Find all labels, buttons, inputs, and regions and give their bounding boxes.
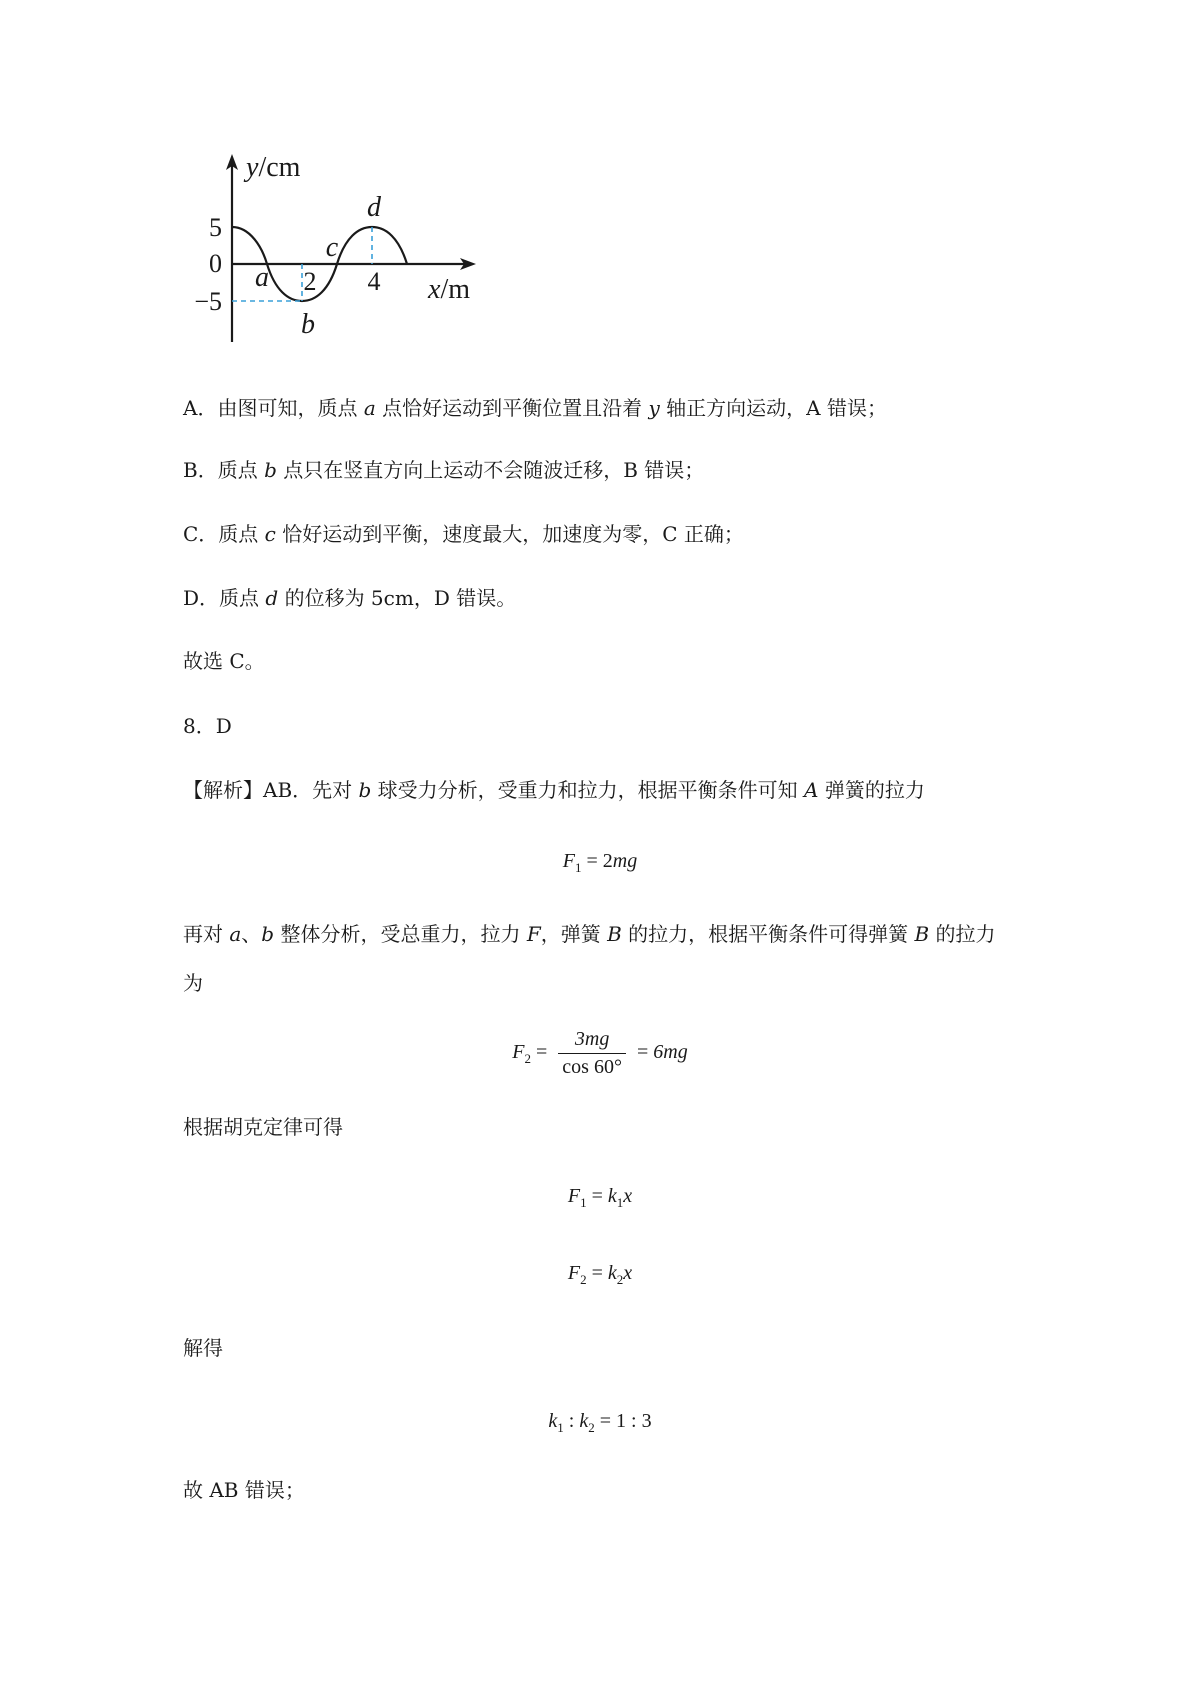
analysis-line-3: 为 (183, 971, 203, 995)
solve-text: 解得 (183, 1336, 223, 1360)
equation-f1: $F_1 = 2mg$ (562, 850, 638, 875)
x-axis-label: x/m (428, 274, 470, 305)
point-label-d: d (367, 192, 381, 223)
y-axis-label: y/cm (246, 152, 301, 183)
answer-8: 8．D (183, 714, 232, 738)
y-tick-neg5: −5 (194, 287, 222, 316)
option-d: D．质点 d 的位移为 5cm，D 错误。 (183, 586, 517, 610)
x-tick-2: 2 (303, 267, 317, 296)
hooke-text: 根据胡克定律可得 (183, 1115, 343, 1139)
equation-hooke-1: $F_1 = k_1x$ (567, 1185, 633, 1210)
equation-hooke-2: $F_2 = k_2x$ (567, 1262, 633, 1287)
point-label-c: c (325, 232, 339, 263)
final-text: 故 AB 错误； (183, 1478, 305, 1502)
conclusion-7: 故选 C。 (183, 649, 265, 673)
y-tick-5: 5 (209, 213, 222, 242)
option-b: B．质点 b 点只在竖直方向上运动不会随波迁移，B 错误； (183, 458, 705, 482)
wave-figure (170, 150, 690, 350)
analysis-line-2: 再对 a、b 整体分析，受总重力，拉力 F，弹簧 B 的拉力，根据平衡条件可得弹簧 B 的拉力 (183, 922, 996, 946)
equation-ratio: $k_1$ : $k_2 = 1$ : 3 (548, 1410, 652, 1435)
point-label-a: a (255, 262, 269, 293)
equation-f2: $F_2$ = $\frac{3mg}{\cos 60^\circ}$ = 6mg (512, 1028, 688, 1078)
fraction: $\frac{3mg}{\cos 60^\circ}$ (558, 1028, 626, 1079)
analysis-line-1: 【解析】AB．先对 b 球受力分析，受重力和拉力，根据平衡条件可知 A 弹簧的拉力 (183, 778, 925, 802)
x-tick-4: 4 (367, 267, 381, 296)
y-tick-0: 0 (209, 249, 222, 278)
option-c: C．质点 c 恰好运动到平衡，速度最大，加速度为零，C 正确； (183, 522, 744, 546)
option-a: A．由图可知，质点 a 点恰好运动到平衡位置且沿着 y 轴正方向运动，A 错误； (183, 396, 887, 420)
point-label-b: b (301, 309, 315, 340)
